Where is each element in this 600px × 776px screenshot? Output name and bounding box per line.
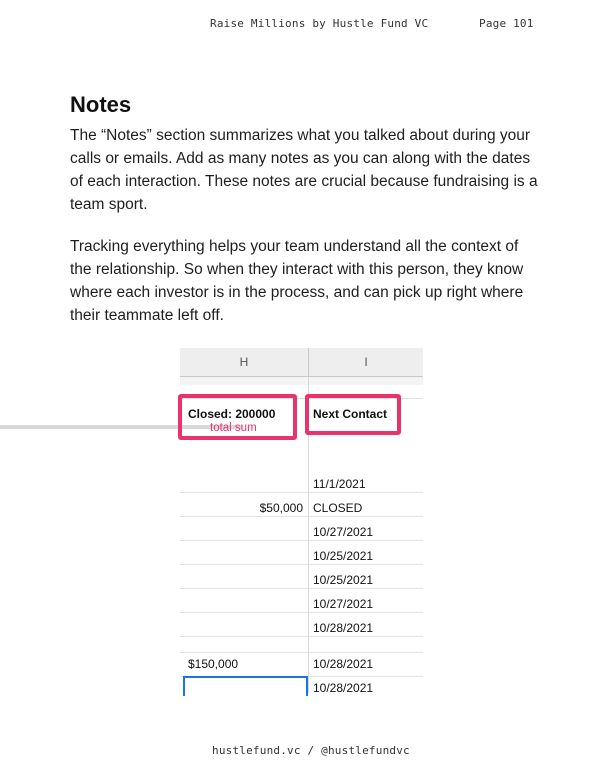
column-header-i[interactable]: I — [309, 348, 423, 377]
section-heading: Notes — [70, 92, 132, 117]
footer: hustlefund.vc / @hustlefundvc — [212, 744, 410, 757]
text-line: the relationship. So when they interact with this person, they know — [70, 261, 524, 278]
row-divider — [180, 636, 423, 637]
text-line: The “Notes” section summarizes what you talked about during your — [70, 127, 531, 144]
closed-total-cell[interactable]: Closed: 200000 — [188, 407, 276, 421]
cell-next-contact[interactable]: 10/27/2021 — [313, 525, 374, 539]
cell-next-contact[interactable]: 10/25/2021 — [313, 573, 374, 587]
highlight-box-closed — [178, 394, 297, 440]
cell-amount[interactable]: $50,000 — [259, 501, 303, 515]
highlight-box-next-contact — [305, 394, 401, 435]
column-header-h[interactable]: H — [180, 348, 309, 377]
row-divider — [180, 516, 423, 517]
selected-cell[interactable] — [183, 676, 308, 696]
row-divider — [180, 612, 423, 613]
cell-next-contact[interactable]: 10/27/2021 — [313, 597, 374, 611]
cell-next-contact[interactable]: 10/28/2021 — [313, 681, 374, 695]
text-line: team sport. — [70, 196, 148, 213]
row-divider — [180, 588, 423, 589]
cell-amount[interactable]: $150,000 — [188, 657, 239, 671]
text-line: their teammate left off. — [70, 307, 224, 324]
total-sum-note: total sum — [210, 422, 257, 434]
text-line: calls or emails. Add as many notes as you can along with the dates — [70, 150, 531, 167]
row-divider — [180, 540, 423, 541]
cell-next-contact[interactable]: CLOSED — [313, 501, 363, 515]
row-divider — [180, 564, 423, 565]
text-line: where each investor is in the process, and can pick up right where — [70, 284, 524, 301]
frozen-row-band — [180, 377, 423, 385]
cell-next-contact[interactable]: 11/1/2021 — [313, 477, 366, 491]
text-line: of each interaction. These notes are crucial because fundraising is a — [70, 173, 538, 190]
notes-paragraph-1 — [70, 124, 540, 216]
cell-next-contact[interactable]: 10/28/2021 — [313, 621, 374, 635]
cell-next-contact[interactable]: 10/25/2021 — [313, 549, 374, 563]
text-line: Tracking everything helps your team understand all the context of — [70, 238, 519, 255]
next-contact-header-cell[interactable]: Next Contact — [313, 407, 388, 421]
row-divider — [180, 652, 423, 653]
page-number: Page 101 — [479, 17, 534, 30]
cell-next-contact[interactable]: 10/28/2021 — [313, 657, 374, 671]
row-divider — [180, 492, 423, 493]
running-title: Raise Millions by Hustle Fund VC — [210, 17, 429, 30]
notes-paragraph-2 — [70, 235, 540, 327]
